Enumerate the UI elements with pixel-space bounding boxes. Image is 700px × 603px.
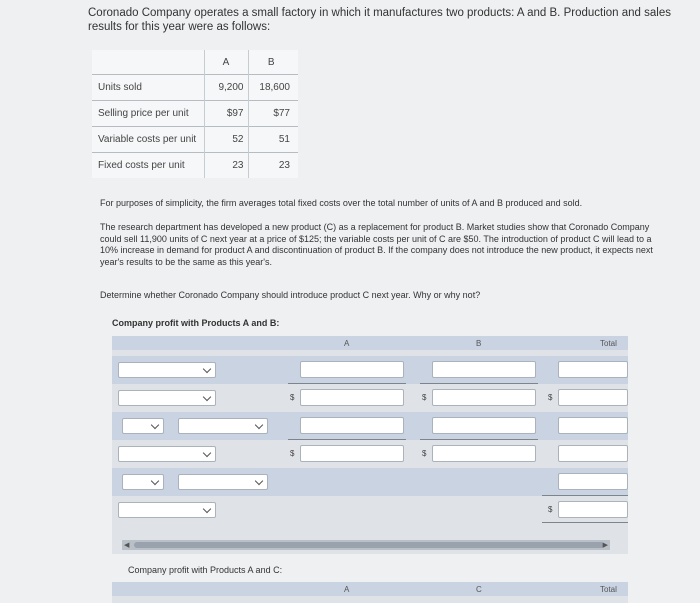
cell-a: 23	[204, 152, 248, 178]
chevron-down-icon	[203, 393, 211, 401]
cell-b: 18,600	[248, 75, 298, 101]
worksheet-row	[112, 356, 628, 384]
header-c: C	[476, 585, 482, 594]
chevron-down-icon	[151, 421, 159, 429]
currency-symbol: $	[422, 393, 427, 402]
chevron-down-icon	[203, 449, 211, 457]
amount-input-a[interactable]	[300, 361, 404, 378]
paragraph-fixed-costs: For purposes of simplicity, the firm averages total fixed costs over the total number of units of A and B produced and sold.	[100, 198, 583, 208]
header-total: Total	[600, 339, 617, 348]
row-label: Selling price per unit	[92, 101, 204, 127]
worksheet-header	[112, 336, 628, 350]
row-label: Variable costs per unit	[92, 126, 204, 152]
worksheet-row	[112, 384, 628, 412]
table-row	[92, 152, 298, 178]
row-label: Fixed costs per unit	[92, 152, 204, 178]
table-row	[92, 126, 298, 152]
amount-input-total[interactable]	[558, 445, 628, 462]
table-row	[92, 75, 298, 101]
worksheet-row	[112, 496, 628, 524]
profit-ab-worksheet	[112, 336, 628, 554]
worksheet-ac-header	[112, 582, 628, 596]
row-label: Units sold	[92, 75, 204, 101]
amount-input-a[interactable]	[300, 417, 404, 434]
worksheet-ac-body	[112, 596, 628, 603]
line-item-dropdown[interactable]	[118, 362, 216, 378]
operator-dropdown[interactable]	[122, 418, 164, 434]
line-item-dropdown[interactable]	[118, 502, 216, 518]
currency-symbol: $	[290, 393, 295, 402]
paragraph-question: Determine whether Coronado Company should introduce product C next year. Why or why not?	[100, 290, 481, 300]
header-total: Total	[600, 585, 617, 594]
header-a: A	[344, 339, 350, 348]
chevron-down-icon	[255, 477, 263, 485]
line-item-dropdown[interactable]	[118, 390, 216, 406]
amount-input-a[interactable]	[300, 389, 404, 406]
table-row	[92, 101, 298, 127]
cell-b: 51	[248, 126, 298, 152]
section-title-ac: Company profit with Products A and C:	[128, 565, 283, 575]
col-header-b: B	[248, 50, 298, 75]
table-header-row	[92, 50, 298, 75]
operator-dropdown[interactable]	[122, 474, 164, 490]
currency-symbol: $	[290, 449, 295, 458]
amount-input-a[interactable]	[300, 445, 404, 462]
chevron-down-icon	[255, 421, 263, 429]
worksheet-row	[112, 468, 628, 496]
problem-intro: Coronado Company operates a small factory in which it manufactures two products: A and B. Production and sales results for this year were as follows:	[88, 7, 671, 33]
header-b: B	[476, 339, 482, 348]
amount-input-b[interactable]	[432, 389, 536, 406]
chevron-down-icon	[151, 477, 159, 485]
line-item-dropdown[interactable]	[178, 474, 268, 490]
cell-a: 52	[204, 126, 248, 152]
chevron-down-icon	[203, 365, 211, 373]
worksheet-row	[112, 440, 628, 468]
production-data-table	[92, 50, 298, 178]
header-a: A	[344, 585, 350, 594]
chevron-down-icon	[203, 505, 211, 513]
line-item-dropdown[interactable]	[118, 446, 216, 462]
amount-input-total[interactable]	[558, 473, 628, 490]
currency-symbol: $	[548, 505, 553, 514]
amount-input-total[interactable]	[558, 389, 628, 406]
cell-b: 23	[248, 152, 298, 178]
amount-input-b[interactable]	[432, 417, 536, 434]
cell-b: $77	[248, 101, 298, 127]
worksheet-row	[112, 412, 628, 440]
cell-a: 9,200	[204, 75, 248, 101]
cell-a: $97	[204, 101, 248, 127]
currency-symbol: $	[548, 393, 553, 402]
amount-input-total[interactable]	[558, 417, 628, 434]
amount-input-b[interactable]	[432, 361, 536, 378]
section-title-ab: Company profit with Products A and B:	[112, 318, 280, 328]
amount-input-b[interactable]	[432, 445, 536, 462]
paragraph-research: The research department has developed a new product (C) as a replacement for product B. Market studies show that Coronado Company could sell 11,900 units of C next year at a price of $125; the variable costs per unit of C are $50. The introduction of product C will lead to a 10% increase in demand for product A and discontinuation of product B. If the company does not introduce the new product, it expects next year's results to be the same as this year's.	[100, 222, 653, 267]
scroll-right-icon[interactable]: ▶	[602, 542, 608, 549]
scrollbar-thumb[interactable]	[134, 542, 604, 548]
currency-symbol: $	[422, 449, 427, 458]
horizontal-scrollbar[interactable]	[122, 540, 610, 550]
col-header-a: A	[204, 50, 248, 75]
line-item-dropdown[interactable]	[178, 418, 268, 434]
amount-input-total[interactable]	[558, 361, 628, 378]
scroll-left-icon[interactable]: ◀	[124, 542, 130, 549]
amount-input-total[interactable]	[558, 501, 628, 518]
